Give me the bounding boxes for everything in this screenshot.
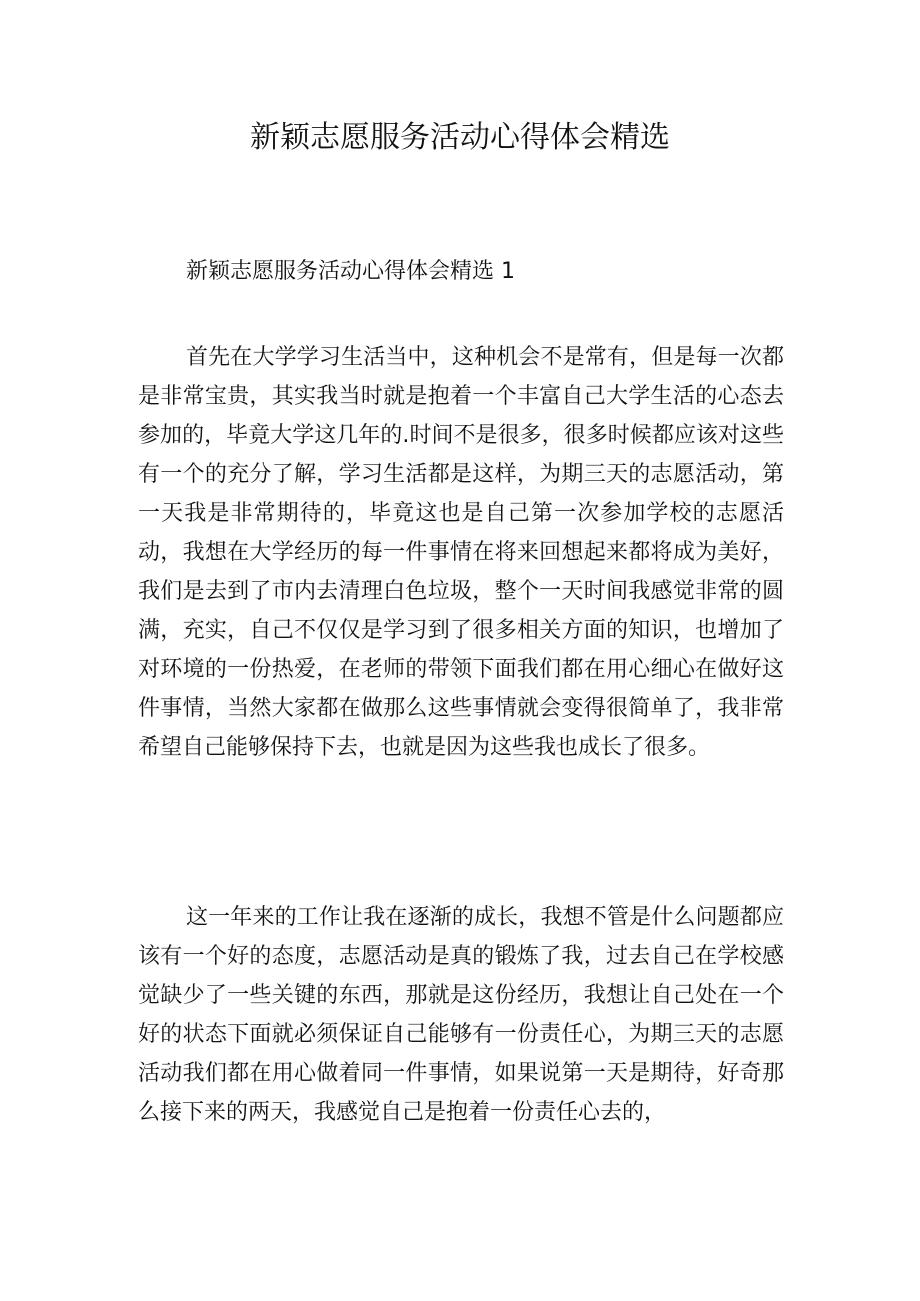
body-paragraph-2: 这一年来的工作让我在逐渐的成长，我想不管是什么问题都应该有一个好的态度，志愿活动是真的锻炼了我，过去自己在学校感觉缺少了一些关键的东西，那就是这份经历，我想让自己处在一个好的状态下面就必须保证自己能够有一份责任心，为期三天的志愿活动我们都在用心做着同一件事情，如果说第一天是期待，好奇那么接下来的两天，我感觉自己是抱着一份责任心去的， — [138, 905, 784, 1125]
section-heading: 新颖志愿服务活动心得体会精选 1 — [186, 259, 515, 284]
body-paragraph-1: 首先在大学学习生活当中，这种机会不是常有，但是每一次都是非常宝贵，其实我当时就是抱着一个丰富自己大学生活的心态去参加的，毕竟大学这几年的.时间不是很多，很多时候都应该对这些有一个的充分了解，学习生活都是这样，为期三天的志愿活动，第一天我是非常期待的，毕竟这也是自己第一次参加学校的志愿活动，我想在大学经历的每一件事情在将来回想起来都将成为美好，我们是去到了市内去清理白色垃圾，整个一天时间我感觉非常的圆满，充实，自己不仅仅是学习到了很多相关方面的知识，也增加了对环境的一份热爱，在老师的带领下面我们都在用心细心在做好这件事情，当然大家都在做那么这些事情就会变得很简单了，我非常希望自己能够保持下去，也就是因为这些我也成长了很多。 — [138, 345, 784, 760]
document-title: 新颖志愿服务活动心得体会精选 — [250, 120, 670, 155]
